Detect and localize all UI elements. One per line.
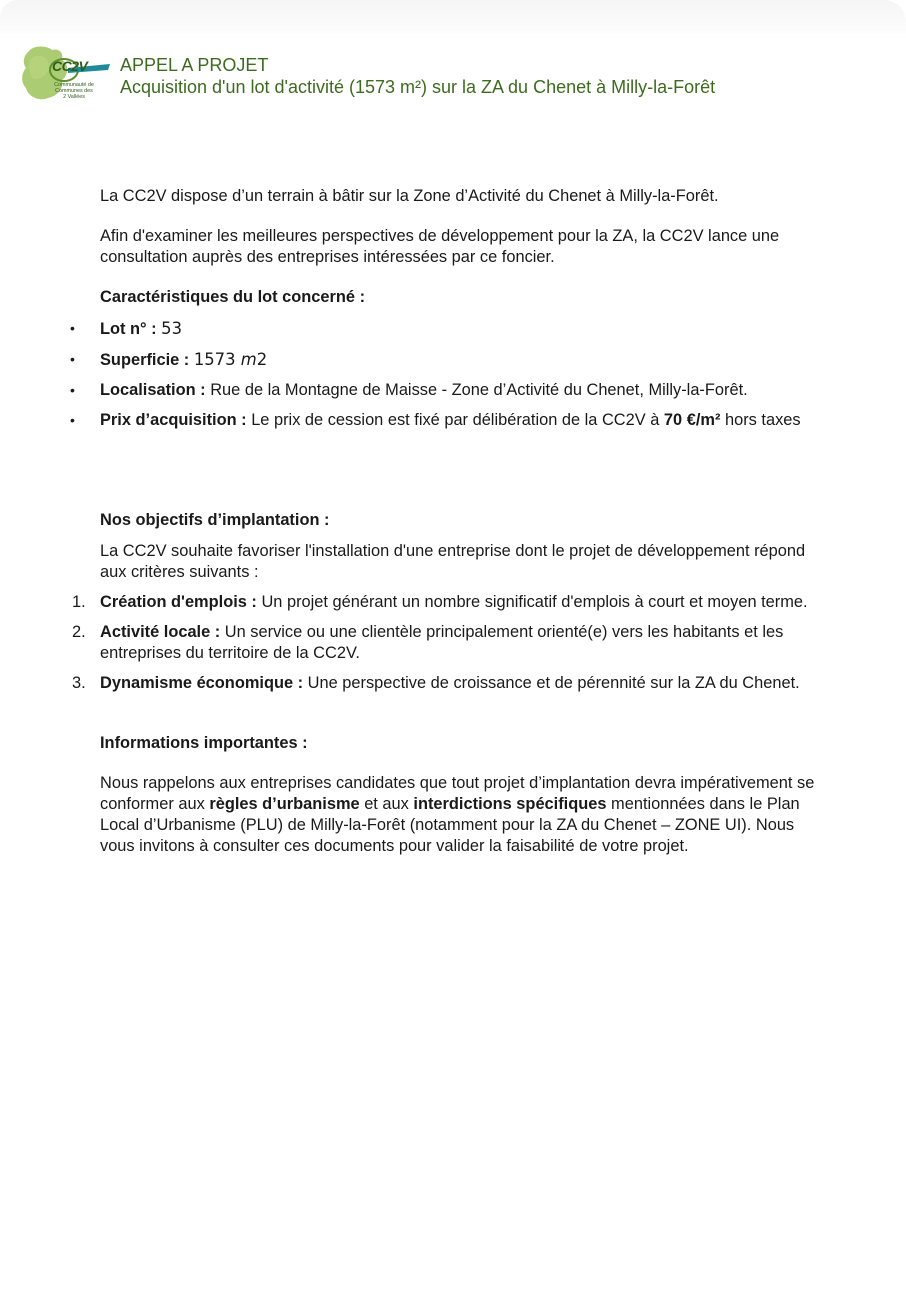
lot-label: Lot n° :: [100, 320, 162, 338]
info-bold-urbanisme: règles d’urbanisme: [209, 795, 360, 813]
list-item-prix: [70, 410, 820, 431]
bullet-icon: •: [70, 320, 75, 336]
objective-text: Un projet générant un nombre significatif d'emplois à court et moyen terme.: [261, 593, 808, 611]
info-heading: Informations importantes :: [100, 734, 308, 752]
list-number: 2.: [72, 623, 86, 641]
lot-value: 53: [161, 319, 183, 338]
objective-item: [72, 592, 820, 613]
objectives-heading: Nos objectifs d’implantation :: [100, 511, 330, 529]
prix-label: Prix d’acquisition :: [100, 411, 252, 429]
objective-label: Création d'emplois :: [100, 593, 262, 611]
characteristics-heading: Caractéristiques du lot concerné :: [100, 288, 366, 306]
objective-item: [72, 622, 820, 664]
list-item-lot: [70, 318, 820, 340]
info-text-3: mentionnées dans le Plan Local d’Urbanisme (PLU) de Milly-la-Forêt (notamment pour la ZA du Chenet – ZONE UI). Nous vous invitons à consulter ces documents pour valider la faisabilité de votre projet.: [100, 795, 800, 855]
prix-text-before: Le prix de cession est fixé par délibération de la CC2V à: [251, 411, 664, 429]
superficie-label: Superficie :: [100, 351, 194, 369]
list-number: 1.: [72, 593, 86, 611]
localisation-value: Rue de la Montagne de Maisse - Zone d’Activité du Chenet, Milly-la-Forêt.: [210, 381, 748, 399]
prix-amount: 70 €/m²: [663, 411, 721, 429]
logo-subtitle: Communauté de Communes des 2 Vallées: [54, 82, 94, 100]
info-text-2: et aux: [359, 795, 414, 813]
info-paragraph: [100, 773, 820, 857]
prix-text-after: hors taxes: [720, 411, 801, 429]
list-item-localisation: [70, 380, 820, 401]
document-subtitle: Acquisition d'un lot d'activité (1573 m²) sur la ZA du Chenet à Milly-la-Forêt: [120, 77, 716, 97]
characteristics-list: [70, 318, 820, 431]
objectives-list: [72, 592, 820, 694]
list-item-superficie: [70, 349, 820, 371]
objective-text: Un service ou une clientèle principalement orienté(e) vers les habitants et les entreprises du territoire de la CC2V.: [100, 623, 784, 662]
intro-paragraph-2: Afin d'examiner les meilleures perspectives de développement pour la ZA, la CC2V lance une consultation auprès des entreprises intéressées par ce foncier.: [100, 227, 780, 266]
document-body: [70, 186, 820, 857]
superficie-value: 1573: [193, 350, 241, 369]
bullet-icon: •: [70, 351, 75, 367]
superficie-exponent: 2: [256, 350, 268, 369]
document-title: APPEL A PROJET: [120, 55, 269, 75]
objective-label: Activité locale :: [100, 623, 225, 641]
objectives-intro: La CC2V souhaite favoriser l'installation d'une entreprise dont le projet de développement répond aux critères suivants :: [100, 542, 806, 581]
objective-label: Dynamisme économique :: [100, 674, 308, 692]
bullet-icon: •: [70, 412, 75, 428]
info-text-1: Nous rappelons aux entreprises candidates que tout projet d’implantation devra impérativement se conformer aux: [100, 774, 815, 813]
objective-text: Une perspective de croissance et de pérennité sur la ZA du Chenet.: [307, 674, 800, 692]
objective-item: [72, 673, 820, 694]
cc2v-logo: [18, 42, 114, 108]
info-bold-interdictions: interdictions spécifiques: [413, 795, 607, 813]
logo-text: CC2V: [52, 58, 88, 74]
document-header: [14, 42, 894, 112]
superficie-unit: m: [240, 350, 257, 369]
header-titles: [120, 54, 880, 98]
bullet-icon: •: [70, 382, 75, 398]
localisation-label: Localisation :: [100, 381, 211, 399]
list-number: 3.: [72, 674, 86, 692]
intro-paragraph-1: La CC2V dispose d’un terrain à bâtir sur la Zone d’Activité du Chenet à Milly-la-Forêt.: [100, 187, 719, 205]
